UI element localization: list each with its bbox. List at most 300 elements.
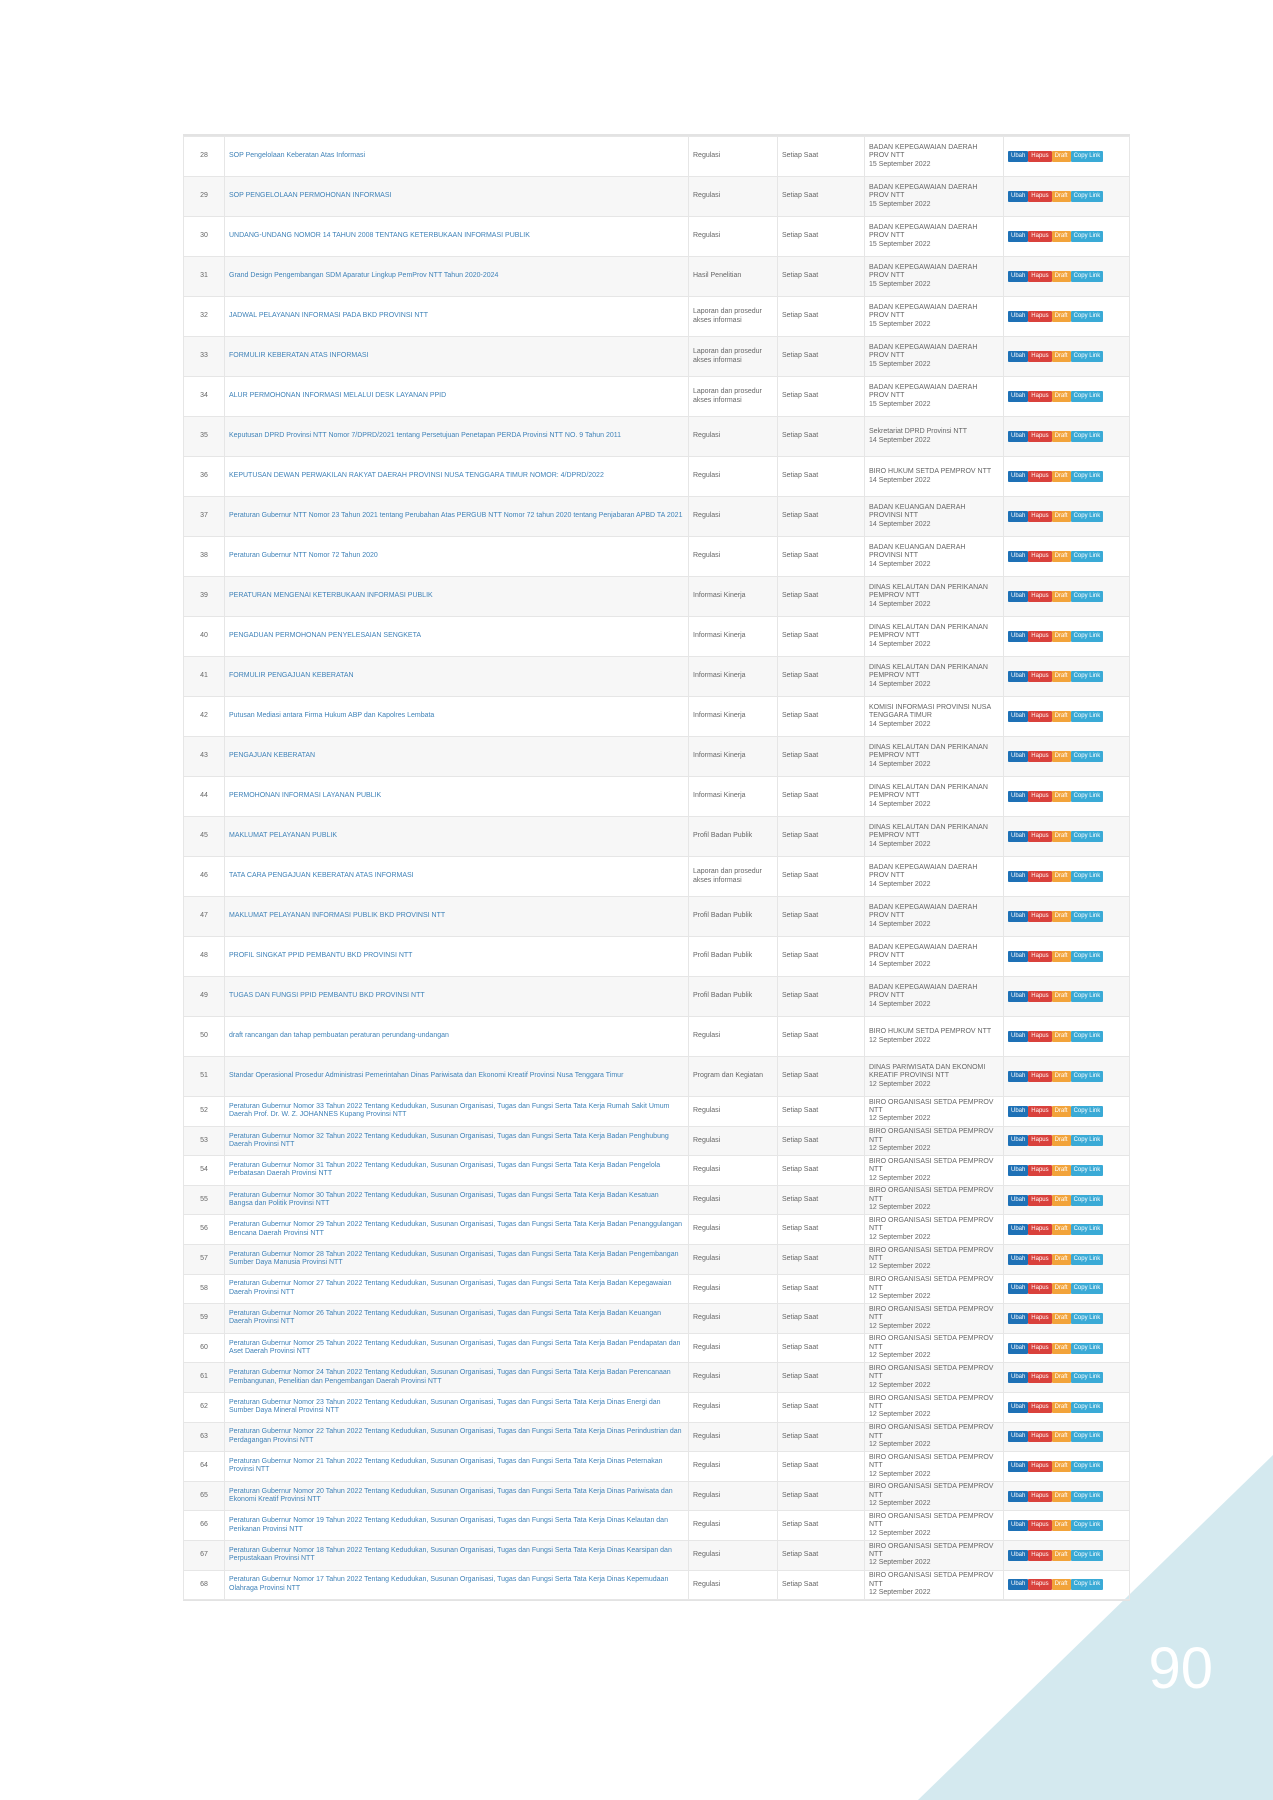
- copy-link-button[interactable]: Copy Link: [1071, 391, 1104, 402]
- copy-link-button[interactable]: Copy Link: [1071, 1283, 1104, 1294]
- delete-button[interactable]: Hapus: [1028, 471, 1051, 482]
- edit-button[interactable]: Ubah: [1008, 1313, 1028, 1324]
- edit-button[interactable]: Ubah: [1008, 1224, 1028, 1235]
- draft-button[interactable]: Draft: [1052, 1579, 1071, 1590]
- document-title-link[interactable]: KEPUTUSAN DEWAN PERWAKILAN RAKYAT DAERAH PROVINSI NUSA TENGGARA TIMUR NOMOR: 4/DPRD/2022: [229, 472, 604, 480]
- copy-link-button[interactable]: Copy Link: [1071, 1254, 1104, 1265]
- edit-button[interactable]: Ubah: [1008, 311, 1028, 322]
- edit-button[interactable]: Ubah: [1008, 1579, 1028, 1590]
- copy-link-button[interactable]: Copy Link: [1071, 1372, 1104, 1383]
- frequency-cell: Setiap Saat: [778, 1126, 865, 1156]
- organization-name: BADAN KEUANGAN DAERAH PROVINSI NTT: [869, 543, 966, 560]
- document-title-link[interactable]: Keputusan DPRD Provinsi NTT Nomor 7/DPRD/2021 tentang Persetujuan Penetapan PERDA Provinsi NTT NO. 9 Tahun 2011: [229, 432, 622, 440]
- frequency-cell: Setiap Saat: [778, 1333, 865, 1363]
- actions-cell: [1004, 1540, 1130, 1570]
- frequency-cell: Setiap Saat: [778, 977, 865, 1017]
- draft-button[interactable]: Draft: [1052, 711, 1071, 722]
- document-title-link[interactable]: Peraturan Gubernur Nomor 21 Tahun 2022 Tentang Kedudukan, Susunan Organisasi, Tugas dan Fungsi Serta Tata Kerja Dinas Peternakan Provinsi NTT: [229, 1458, 663, 1474]
- delete-button[interactable]: Hapus: [1028, 1550, 1051, 1561]
- table-row: [184, 1097, 1130, 1127]
- document-title-link[interactable]: MAKLUMAT PELAYANAN INFORMASI PUBLIK BKD PROVINSI NTT: [229, 912, 446, 920]
- delete-button[interactable]: Hapus: [1028, 311, 1051, 322]
- document-title-link[interactable]: TATA CARA PENGAJUAN KEBERATAN ATAS INFORMASI: [229, 872, 414, 880]
- frequency-cell: Setiap Saat: [778, 1422, 865, 1452]
- actions-cell: [1004, 1185, 1130, 1215]
- frequency-cell: Setiap Saat: [778, 177, 865, 217]
- document-title-link[interactable]: Peraturan Gubernur Nomor 20 Tahun 2022 Tentang Kedudukan, Susunan Organisasi, Tugas dan Fungsi Serta Tata Kerja Dinas Pariwisata dan Ekonomi Kreatif Provinsi NTT: [229, 1487, 673, 1504]
- actions-cell: [1004, 1422, 1130, 1452]
- edit-button[interactable]: Ubah: [1008, 151, 1028, 162]
- copy-link-button[interactable]: Copy Link: [1071, 631, 1104, 642]
- row-number: 28: [184, 137, 225, 177]
- document-title-link[interactable]: Peraturan Gubernur Nomor 17 Tahun 2022 Tentang Kedudukan, Susunan Organisasi, Tugas dan Fungsi Serta Tata Kerja Dinas Kepemudaan Olahraga Provinsi NTT: [229, 1576, 669, 1592]
- table-row: [184, 257, 1130, 297]
- edit-button[interactable]: Ubah: [1008, 471, 1028, 482]
- organization-cell: [865, 857, 1004, 897]
- document-title-link[interactable]: Putusan Mediasi antara Firma Hukum ABP dan Kapolres Lembata: [229, 712, 435, 720]
- edit-button[interactable]: Ubah: [1008, 1031, 1028, 1042]
- delete-button[interactable]: Hapus: [1028, 1402, 1051, 1413]
- document-title-link[interactable]: Peraturan Gubernur Nomor 29 Tahun 2022 Tentang Kedudukan, Susunan Organisasi, Tugas dan Fungsi Serta Tata Kerja Badan Penanggulangan Bencana Daerah Provinsi NTT: [229, 1221, 682, 1237]
- edit-button[interactable]: Ubah: [1008, 1491, 1028, 1502]
- organization-name: BIRO ORGANISASI SETDA PEMPROV NTT: [869, 1483, 994, 1499]
- draft-button[interactable]: Draft: [1052, 511, 1071, 522]
- publish-date: 12 September 2022: [869, 1441, 931, 1449]
- draft-button[interactable]: Draft: [1052, 551, 1071, 562]
- frequency-cell: Setiap Saat: [778, 1185, 865, 1215]
- delete-button[interactable]: Hapus: [1028, 551, 1051, 562]
- draft-button[interactable]: Draft: [1052, 1165, 1071, 1176]
- delete-button[interactable]: Hapus: [1028, 1254, 1051, 1265]
- frequency-cell: Setiap Saat: [778, 657, 865, 697]
- category-cell: Profil Badan Publik: [689, 897, 778, 937]
- edit-button[interactable]: Ubah: [1008, 391, 1028, 402]
- delete-button[interactable]: Hapus: [1028, 791, 1051, 802]
- document-title-link[interactable]: PENGAJUAN KEBERATAN: [229, 752, 316, 760]
- delete-button[interactable]: Hapus: [1028, 591, 1051, 602]
- draft-button[interactable]: Draft: [1052, 1402, 1071, 1413]
- frequency-cell: Setiap Saat: [778, 1392, 865, 1422]
- organization-cell: [865, 1422, 1004, 1452]
- draft-button[interactable]: Draft: [1052, 311, 1071, 322]
- table-row: [184, 817, 1130, 857]
- frequency-cell: Setiap Saat: [778, 1481, 865, 1511]
- row-number: 45: [184, 817, 225, 857]
- draft-button[interactable]: Draft: [1052, 271, 1071, 282]
- frequency-cell: Setiap Saat: [778, 1097, 865, 1127]
- copy-link-button[interactable]: Copy Link: [1071, 511, 1104, 522]
- document-title-link[interactable]: Peraturan Gubernur Nomor 33 Tahun 2022 Tentang Kedudukan, Susunan Organisasi, Tugas dan Fungsi Serta Tata Kerja Rumah Sakit Umum Daerah Prof. Dr. W. Z. JOHANNES Kupang Provinsi NTT: [229, 1102, 670, 1119]
- draft-button[interactable]: Draft: [1052, 1520, 1071, 1531]
- edit-button[interactable]: Ubah: [1008, 1195, 1028, 1206]
- document-title-link[interactable]: TUGAS DAN FUNGSI PPID PEMBANTU BKD PROVINSI NTT: [229, 992, 425, 1000]
- document-title-link[interactable]: PERATURAN MENGENAI KETERBUKAAN INFORMASI PUBLIK: [229, 592, 433, 600]
- organization-name: BADAN KEPEGAWAIAN DAERAH PROV NTT: [869, 343, 978, 360]
- delete-button[interactable]: Hapus: [1028, 1431, 1051, 1442]
- delete-button[interactable]: Hapus: [1028, 1579, 1051, 1590]
- copy-link-button[interactable]: Copy Link: [1071, 1031, 1104, 1042]
- copy-link-button[interactable]: Copy Link: [1071, 351, 1104, 362]
- edit-button[interactable]: Ubah: [1008, 271, 1028, 282]
- delete-button[interactable]: Hapus: [1028, 631, 1051, 642]
- draft-button[interactable]: Draft: [1052, 431, 1071, 442]
- edit-button[interactable]: Ubah: [1008, 511, 1028, 522]
- delete-button[interactable]: Hapus: [1028, 151, 1051, 162]
- draft-button[interactable]: Draft: [1052, 1343, 1071, 1354]
- document-title-cell: [225, 217, 689, 257]
- frequency-cell: Setiap Saat: [778, 1057, 865, 1097]
- delete-button[interactable]: Hapus: [1028, 1165, 1051, 1176]
- row-number: 56: [184, 1215, 225, 1245]
- copy-link-button[interactable]: Copy Link: [1071, 871, 1104, 882]
- row-number: 55: [184, 1185, 225, 1215]
- delete-button[interactable]: Hapus: [1028, 911, 1051, 922]
- document-title-link[interactable]: PENGADUAN PERMOHONAN PENYELESAIAN SENGKETA: [229, 632, 422, 640]
- delete-button[interactable]: Hapus: [1028, 671, 1051, 682]
- row-number: 54: [184, 1156, 225, 1186]
- delete-button[interactable]: Hapus: [1028, 1135, 1051, 1146]
- edit-button[interactable]: Ubah: [1008, 1372, 1028, 1383]
- delete-button[interactable]: Hapus: [1028, 351, 1051, 362]
- copy-link-button[interactable]: Copy Link: [1071, 791, 1104, 802]
- organization-cell: [865, 1274, 1004, 1304]
- document-title-link[interactable]: Peraturan Gubernur Nomor 22 Tahun 2022 Tentang Kedudukan, Susunan Organisasi, Tugas dan Fungsi Serta Tata Kerja Dinas Perindustrian dan Perdagangan Provinsi NTT: [229, 1428, 682, 1444]
- organization-cell: [865, 1392, 1004, 1422]
- copy-link-button[interactable]: Copy Link: [1071, 1491, 1104, 1502]
- edit-button[interactable]: Ubah: [1008, 871, 1028, 882]
- draft-button[interactable]: Draft: [1052, 231, 1071, 242]
- edit-button[interactable]: Ubah: [1008, 1402, 1028, 1413]
- frequency-cell: Setiap Saat: [778, 417, 865, 457]
- organization-cell: [865, 1452, 1004, 1482]
- edit-button[interactable]: Ubah: [1008, 1343, 1028, 1354]
- edit-button[interactable]: Ubah: [1008, 231, 1028, 242]
- organization-cell: [865, 457, 1004, 497]
- delete-button[interactable]: Hapus: [1028, 1372, 1051, 1383]
- delete-button[interactable]: Hapus: [1028, 1071, 1051, 1082]
- draft-button[interactable]: Draft: [1052, 631, 1071, 642]
- delete-button[interactable]: Hapus: [1028, 231, 1051, 242]
- document-title-cell: [225, 1244, 689, 1274]
- document-title-link[interactable]: Peraturan Gubernur Nomor 32 Tahun 2022 Tentang Kedudukan, Susunan Organisasi, Tugas dan Fungsi Serta Tata Kerja Badan Penghubung Daerah Provinsi NTT: [229, 1132, 669, 1148]
- draft-button[interactable]: Draft: [1052, 1491, 1071, 1502]
- document-title-link[interactable]: Peraturan Gubernur Nomor 25 Tahun 2022 Tentang Kedudukan, Susunan Organisasi, Tugas dan Fungsi Serta Tata Kerja Badan Pendapatan dan Aset Daerah Provinsi NTT: [229, 1339, 681, 1356]
- delete-button[interactable]: Hapus: [1028, 831, 1051, 842]
- draft-button[interactable]: Draft: [1052, 1254, 1071, 1265]
- copy-link-button[interactable]: Copy Link: [1071, 751, 1104, 762]
- delete-button[interactable]: Hapus: [1028, 191, 1051, 202]
- table-row: [184, 657, 1130, 697]
- table-row: [184, 1126, 1130, 1156]
- delete-button[interactable]: Hapus: [1028, 511, 1051, 522]
- draft-button[interactable]: Draft: [1052, 751, 1071, 762]
- table-row: [184, 577, 1130, 617]
- edit-button[interactable]: Ubah: [1008, 951, 1028, 962]
- copy-link-button[interactable]: Copy Link: [1071, 551, 1104, 562]
- edit-button[interactable]: Ubah: [1008, 791, 1028, 802]
- edit-button[interactable]: Ubah: [1008, 1165, 1028, 1176]
- category-cell: Informasi Kinerja: [689, 657, 778, 697]
- organization-cell: [865, 1185, 1004, 1215]
- actions-cell: [1004, 697, 1130, 737]
- organization-name: BIRO ORGANISASI SETDA PEMPROV NTT: [869, 1187, 994, 1203]
- publish-date: 12 September 2022: [869, 1115, 931, 1123]
- edit-button[interactable]: Ubah: [1008, 1135, 1028, 1146]
- copy-link-button[interactable]: Copy Link: [1071, 271, 1104, 282]
- edit-button[interactable]: Ubah: [1008, 991, 1028, 1002]
- edit-button[interactable]: Ubah: [1008, 631, 1028, 642]
- delete-button[interactable]: Hapus: [1028, 1491, 1051, 1502]
- copy-link-button[interactable]: Copy Link: [1071, 1195, 1104, 1206]
- draft-button[interactable]: Draft: [1052, 1224, 1071, 1235]
- draft-button[interactable]: Draft: [1052, 1071, 1071, 1082]
- delete-button[interactable]: Hapus: [1028, 391, 1051, 402]
- organization-name: BIRO ORGANISASI SETDA PEMPROV NTT: [869, 1098, 994, 1115]
- document-title-link[interactable]: FORMULIR PENGAJUAN KEBERATAN: [229, 672, 354, 680]
- edit-button[interactable]: Ubah: [1008, 1461, 1028, 1472]
- actions-cell: [1004, 737, 1130, 777]
- draft-button[interactable]: Draft: [1052, 591, 1071, 602]
- document-title-link[interactable]: draft rancangan dan tahap pembuatan peraturan perundang-undangan: [229, 1032, 449, 1040]
- document-title-link[interactable]: MAKLUMAT PELAYANAN PUBLIK: [229, 832, 338, 840]
- document-title-link[interactable]: Peraturan Gubernur Nomor 19 Tahun 2022 Tentang Kedudukan, Susunan Organisasi, Tugas dan Fungsi Serta Tata Kerja Dinas Kelautan dan Perikanan Provinsi NTT: [229, 1517, 668, 1533]
- document-title-link[interactable]: FORMULIR KEBERATAN ATAS INFORMASI: [229, 352, 369, 360]
- organization-cell: [865, 817, 1004, 857]
- actions-cell: [1004, 1097, 1130, 1127]
- delete-button[interactable]: Hapus: [1028, 1461, 1051, 1472]
- draft-button[interactable]: Draft: [1052, 1550, 1071, 1561]
- document-title-link[interactable]: Peraturan Gubernur Nomor 24 Tahun 2022 Tentang Kedudukan, Susunan Organisasi, Tugas dan Fungsi Serta Tata Kerja Badan Perencanaan Pembangunan, Penelitian dan Pengembangan Daerah Provinsi NTT: [229, 1369, 671, 1385]
- copy-link-button[interactable]: Copy Link: [1071, 1313, 1104, 1324]
- copy-link-button[interactable]: Copy Link: [1071, 711, 1104, 722]
- organization-cell: [865, 177, 1004, 217]
- organization-name: BADAN KEPEGAWAIAN DAERAH PROV NTT: [869, 143, 978, 160]
- document-title-link[interactable]: Peraturan Gubernur NTT Nomor 23 Tahun 2021 tentang Perubahan Atas PERGUB NTT Nomor 72 tahun 2020 tentang Penjabaran APBD TA 2021: [229, 512, 683, 520]
- row-number: 64: [184, 1452, 225, 1482]
- copy-link-button[interactable]: Copy Link: [1071, 991, 1104, 1002]
- actions-cell: [1004, 617, 1130, 657]
- delete-button[interactable]: Hapus: [1028, 951, 1051, 962]
- organization-name: BIRO ORGANISASI SETDA PEMPROV NTT: [869, 1276, 994, 1292]
- copy-link-button[interactable]: Copy Link: [1071, 951, 1104, 962]
- frequency-cell: Setiap Saat: [778, 1017, 865, 1057]
- frequency-cell: Setiap Saat: [778, 497, 865, 537]
- copy-link-button[interactable]: Copy Link: [1071, 1106, 1104, 1117]
- copy-link-button[interactable]: Copy Link: [1071, 1431, 1104, 1442]
- document-title-cell: [225, 857, 689, 897]
- copy-link-button[interactable]: Copy Link: [1071, 1135, 1104, 1146]
- edit-button[interactable]: Ubah: [1008, 671, 1028, 682]
- organization-name: BADAN KEPEGAWAIAN DAERAH PROV NTT: [869, 183, 978, 200]
- publish-date: 14 September 2022: [869, 680, 931, 688]
- copy-link-button[interactable]: Copy Link: [1071, 1402, 1104, 1413]
- organization-name: BADAN KEPEGAWAIAN DAERAH PROV NTT: [869, 263, 978, 280]
- delete-button[interactable]: Hapus: [1028, 1283, 1051, 1294]
- edit-button[interactable]: Ubah: [1008, 1071, 1028, 1082]
- table-row: [184, 1481, 1130, 1511]
- document-title-link[interactable]: Peraturan Gubernur Nomor 26 Tahun 2022 Tentang Kedudukan, Susunan Organisasi, Tugas dan Fungsi Serta Tata Kerja Badan Keuangan Daerah Provinsi NTT: [229, 1310, 661, 1326]
- publish-date: 15 September 2022: [869, 240, 931, 248]
- delete-button[interactable]: Hapus: [1028, 1313, 1051, 1324]
- document-title-link[interactable]: JADWAL PELAYANAN INFORMASI PADA BKD PROVINSI NTT: [229, 312, 429, 320]
- delete-button[interactable]: Hapus: [1028, 1224, 1051, 1235]
- publish-date: 15 September 2022: [869, 400, 931, 408]
- copy-link-button[interactable]: Copy Link: [1071, 591, 1104, 602]
- draft-button[interactable]: Draft: [1052, 351, 1071, 362]
- document-title-link[interactable]: SOP PENGELOLAAN PERMOHONAN INFORMASI: [229, 192, 392, 200]
- edit-button[interactable]: Ubah: [1008, 1283, 1028, 1294]
- delete-button[interactable]: Hapus: [1028, 751, 1051, 762]
- publish-date: 14 September 2022: [869, 800, 931, 808]
- edit-button[interactable]: Ubah: [1008, 551, 1028, 562]
- organization-name: BADAN KEPEGAWAIAN DAERAH PROV NTT: [869, 863, 978, 880]
- organization-cell: [865, 1333, 1004, 1363]
- document-title-link[interactable]: Standar Operasional Prosedur Administrasi Pemerintahan Dinas Pariwisata dan Ekonomi Kreatif Provinsi Nusa Tenggara Timur: [229, 1072, 624, 1080]
- edit-button[interactable]: Ubah: [1008, 1106, 1028, 1117]
- draft-button[interactable]: Draft: [1052, 1461, 1071, 1472]
- publish-date: 14 September 2022: [869, 600, 931, 608]
- edit-button[interactable]: Ubah: [1008, 831, 1028, 842]
- edit-button[interactable]: Ubah: [1008, 191, 1028, 202]
- draft-button[interactable]: Draft: [1052, 871, 1071, 882]
- copy-link-button[interactable]: Copy Link: [1071, 1343, 1104, 1354]
- edit-button[interactable]: Ubah: [1008, 1520, 1028, 1531]
- draft-button[interactable]: Draft: [1052, 991, 1071, 1002]
- document-title-link[interactable]: Peraturan Gubernur Nomor 27 Tahun 2022 Tentang Kedudukan, Susunan Organisasi, Tugas dan Fungsi Serta Tata Kerja Badan Kepegawaian Daerah Provinsi NTT: [229, 1280, 672, 1296]
- draft-button[interactable]: Draft: [1052, 151, 1071, 162]
- copy-link-button[interactable]: Copy Link: [1071, 671, 1104, 682]
- copy-link-button[interactable]: Copy Link: [1071, 1071, 1104, 1082]
- delete-button[interactable]: Hapus: [1028, 1106, 1051, 1117]
- frequency-cell: Setiap Saat: [778, 1363, 865, 1393]
- organization-name: BADAN KEPEGAWAIAN DAERAH PROV NTT: [869, 983, 978, 1000]
- delete-button[interactable]: Hapus: [1028, 1195, 1051, 1206]
- publish-date: 15 September 2022: [869, 200, 931, 208]
- category-cell: Regulasi: [689, 217, 778, 257]
- category-cell: Profil Badan Publik: [689, 937, 778, 977]
- draft-button[interactable]: Draft: [1052, 391, 1071, 402]
- delete-button[interactable]: Hapus: [1028, 991, 1051, 1002]
- draft-button[interactable]: Draft: [1052, 1106, 1071, 1117]
- draft-button[interactable]: Draft: [1052, 951, 1071, 962]
- frequency-cell: Setiap Saat: [778, 1156, 865, 1186]
- document-title-cell: [225, 337, 689, 377]
- row-number: 59: [184, 1304, 225, 1334]
- document-title-link[interactable]: Peraturan Gubernur NTT Nomor 72 Tahun 2020: [229, 552, 378, 560]
- document-title-cell: [225, 1057, 689, 1097]
- edit-button[interactable]: Ubah: [1008, 911, 1028, 922]
- organization-name: BIRO ORGANISASI SETDA PEMPROV NTT: [869, 1305, 994, 1322]
- document-title-link[interactable]: PROFIL SINGKAT PPID PEMBANTU BKD PROVINSI NTT: [229, 952, 413, 960]
- draft-button[interactable]: Draft: [1052, 831, 1071, 842]
- organization-cell: [865, 1540, 1004, 1570]
- edit-button[interactable]: Ubah: [1008, 751, 1028, 762]
- table-row: [184, 457, 1130, 497]
- organization-name: BIRO ORGANISASI SETDA PEMPROV NTT: [869, 1542, 994, 1558]
- draft-button[interactable]: Draft: [1052, 1031, 1071, 1042]
- draft-button[interactable]: Draft: [1052, 1195, 1071, 1206]
- delete-button[interactable]: Hapus: [1028, 1520, 1051, 1531]
- copy-link-button[interactable]: Copy Link: [1071, 1461, 1104, 1472]
- row-number: 40: [184, 617, 225, 657]
- draft-button[interactable]: Draft: [1052, 1431, 1071, 1442]
- edit-button[interactable]: Ubah: [1008, 591, 1028, 602]
- category-cell: Regulasi: [689, 137, 778, 177]
- delete-button[interactable]: Hapus: [1028, 1031, 1051, 1042]
- delete-button[interactable]: Hapus: [1028, 1343, 1051, 1354]
- delete-button[interactable]: Hapus: [1028, 871, 1051, 882]
- document-title-cell: [225, 1156, 689, 1186]
- edit-button[interactable]: Ubah: [1008, 1254, 1028, 1265]
- delete-button[interactable]: Hapus: [1028, 431, 1051, 442]
- draft-button[interactable]: Draft: [1052, 191, 1071, 202]
- copy-link-button[interactable]: Copy Link: [1071, 191, 1104, 202]
- copy-link-button[interactable]: Copy Link: [1071, 231, 1104, 242]
- actions-cell: [1004, 217, 1130, 257]
- copy-link-button[interactable]: Copy Link: [1071, 831, 1104, 842]
- draft-button[interactable]: Draft: [1052, 911, 1071, 922]
- document-title-link[interactable]: Peraturan Gubernur Nomor 30 Tahun 2022 Tentang Kedudukan, Susunan Organisasi, Tugas dan Fungsi Serta Tata Kerja Badan Kesatuan Bangsa dan Politik Provinsi NTT: [229, 1191, 659, 1208]
- row-number: 48: [184, 937, 225, 977]
- edit-button[interactable]: Ubah: [1008, 431, 1028, 442]
- draft-button[interactable]: Draft: [1052, 1283, 1071, 1294]
- copy-link-button[interactable]: Copy Link: [1071, 151, 1104, 162]
- document-title-link[interactable]: SOP Pengelolaan Keberatan Atas Informasi: [229, 152, 366, 160]
- organization-cell: [865, 137, 1004, 177]
- edit-button[interactable]: Ubah: [1008, 351, 1028, 362]
- copy-link-button[interactable]: Copy Link: [1071, 1550, 1104, 1561]
- copy-link-button[interactable]: Copy Link: [1071, 1520, 1104, 1531]
- row-number: 30: [184, 217, 225, 257]
- draft-button[interactable]: Draft: [1052, 471, 1071, 482]
- organization-cell: [865, 217, 1004, 257]
- edit-button[interactable]: Ubah: [1008, 1431, 1028, 1442]
- publish-date: 12 September 2022: [869, 1036, 931, 1044]
- copy-link-button[interactable]: Copy Link: [1071, 1224, 1104, 1235]
- document-title-cell: [225, 897, 689, 937]
- document-title-link[interactable]: Peraturan Gubernur Nomor 23 Tahun 2022 Tentang Kedudukan, Susunan Organisasi, Tugas dan Fungsi Serta Tata Kerja Dinas Energi dan Sumber Daya Mineral Provinsi NTT: [229, 1398, 661, 1415]
- draft-button[interactable]: Draft: [1052, 671, 1071, 682]
- delete-button[interactable]: Hapus: [1028, 711, 1051, 722]
- edit-button[interactable]: Ubah: [1008, 711, 1028, 722]
- category-cell: Regulasi: [689, 1126, 778, 1156]
- delete-button[interactable]: Hapus: [1028, 271, 1051, 282]
- document-title-link[interactable]: Peraturan Gubernur Nomor 31 Tahun 2022 Tentang Kedudukan, Susunan Organisasi, Tugas dan Fungsi Serta Tata Kerja Badan Pengelola Perbatasan Daerah Provinsi NTT: [229, 1162, 661, 1178]
- frequency-cell: Setiap Saat: [778, 137, 865, 177]
- copy-link-button[interactable]: Copy Link: [1071, 311, 1104, 322]
- draft-button[interactable]: Draft: [1052, 1135, 1071, 1146]
- draft-button[interactable]: Draft: [1052, 791, 1071, 802]
- document-title-link[interactable]: Peraturan Gubernur Nomor 28 Tahun 2022 Tentang Kedudukan, Susunan Organisasi, Tugas dan Fungsi Serta Tata Kerja Badan Pengembangan Sumber Daya Manusia Provinsi NTT: [229, 1250, 679, 1267]
- organization-cell: [865, 697, 1004, 737]
- draft-button[interactable]: Draft: [1052, 1313, 1071, 1324]
- copy-link-button[interactable]: Copy Link: [1071, 1579, 1104, 1590]
- document-title-link[interactable]: PERMOHONAN INFORMASI LAYANAN PUBLIK: [229, 792, 382, 800]
- document-title-link[interactable]: Peraturan Gubernur Nomor 18 Tahun 2022 Tentang Kedudukan, Susunan Organisasi, Tugas dan Fungsi Serta Tata Kerja Dinas Kearsipan dan Perpustakaan Provinsi NTT: [229, 1546, 672, 1563]
- publish-date: 14 September 2022: [869, 476, 931, 484]
- copy-link-button[interactable]: Copy Link: [1071, 911, 1104, 922]
- draft-button[interactable]: Draft: [1052, 1372, 1071, 1383]
- document-title-link[interactable]: Grand Design Pengembangan SDM Aparatur Lingkup PemProv NTT Tahun 2020-2024: [229, 272, 499, 280]
- row-number: 38: [184, 537, 225, 577]
- copy-link-button[interactable]: Copy Link: [1071, 471, 1104, 482]
- document-title-link[interactable]: UNDANG-UNDANG NOMOR 14 TAHUN 2008 TENTANG KETERBUKAAN INFORMASI PUBLIK: [229, 232, 530, 240]
- edit-button[interactable]: Ubah: [1008, 1550, 1028, 1561]
- copy-link-button[interactable]: Copy Link: [1071, 1165, 1104, 1176]
- document-title-link[interactable]: ALUR PERMOHONAN INFORMASI MELALUI DESK LAYANAN PPID: [229, 392, 447, 400]
- table-row: [184, 897, 1130, 937]
- copy-link-button[interactable]: Copy Link: [1071, 431, 1104, 442]
